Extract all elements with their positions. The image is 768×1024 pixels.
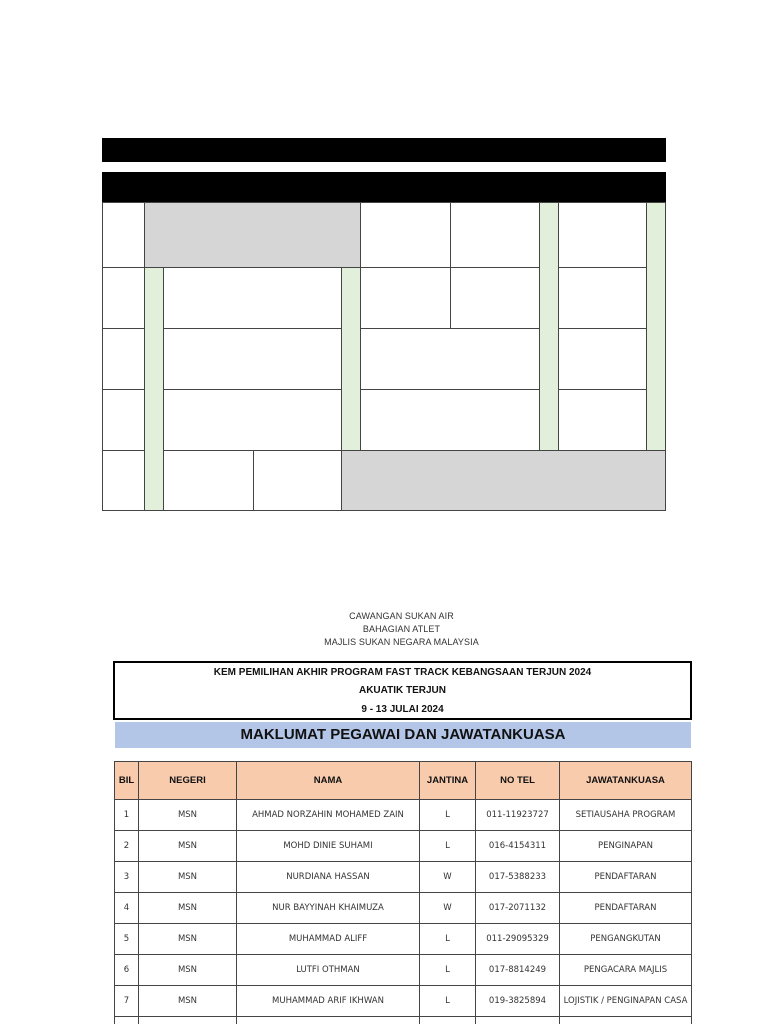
- grid-cell: [163, 450, 254, 511]
- grid-cell: [558, 202, 647, 268]
- cell-nama: MOHD DINIE SUHAMI: [237, 831, 420, 862]
- cell-jantina: L: [420, 986, 476, 1017]
- cell-negeri: MSN: [139, 893, 237, 924]
- cell-negeri: MSN: [139, 831, 237, 862]
- grid-cell-highlight: [144, 267, 164, 511]
- cell-nama: [237, 1017, 420, 1024]
- cell-jawatankuasa: PENGANGKUTAN: [560, 924, 692, 955]
- cell-no-tel: 019-3825894: [476, 986, 560, 1017]
- cell-bil: 1: [115, 800, 139, 831]
- section-title: MAKLUMAT PEGAWAI DAN JAWATANKUASA: [115, 722, 691, 748]
- column-header-jawatankuasa: JAWATANKUASA: [560, 762, 692, 800]
- cell-no-tel: 017-8814249: [476, 955, 560, 986]
- cell-jantina: L: [420, 955, 476, 986]
- cell-no-tel: 017-2071132: [476, 893, 560, 924]
- event-title-box: [113, 661, 692, 720]
- cell-jawatankuasa: PENDAFTARAN: [560, 893, 692, 924]
- event-title: KEM PEMILIHAN AKHIR PROGRAM FAST TRACK KEBANGSAAN TERJUN 2024: [213, 667, 592, 678]
- org-name-line3: MAJLIS SUKAN NEGARA MALAYSIA: [324, 637, 479, 647]
- table-row: [115, 862, 692, 893]
- grid-cell-highlight: [539, 202, 559, 451]
- table-row: [115, 1017, 692, 1024]
- cell-bil: 5: [115, 924, 139, 955]
- cell-jantina: W: [420, 862, 476, 893]
- cell-negeri: MSN: [139, 924, 237, 955]
- grid-cell: [360, 267, 451, 329]
- cell-negeri: MSN: [139, 800, 237, 831]
- column-header-negeri: NEGERI: [139, 762, 237, 800]
- cell-nama: LUTFI OTHMAN: [237, 955, 420, 986]
- table-row: [115, 986, 692, 1017]
- table-header-row: [115, 762, 692, 800]
- cell-no-tel: 011-11923727: [476, 800, 560, 831]
- cell-jawatankuasa: SETIAUSAHA PROGRAM: [560, 800, 692, 831]
- grid-cell: [102, 202, 145, 268]
- cell-bil: [115, 1017, 139, 1024]
- cell-bil: 6: [115, 955, 139, 986]
- grid-cell-shaded: [341, 450, 666, 511]
- grid-cell: [450, 202, 540, 268]
- cell-negeri: MSN: [139, 955, 237, 986]
- grid-cell: [558, 328, 647, 390]
- grid-cell: [253, 450, 342, 511]
- table-row: [115, 893, 692, 924]
- cell-jantina: [420, 1017, 476, 1024]
- grid-cell: [163, 328, 342, 390]
- grid-cell: [360, 202, 451, 268]
- cell-no-tel: 016-4154311: [476, 831, 560, 862]
- cell-bil: 4: [115, 893, 139, 924]
- cell-bil: 7: [115, 986, 139, 1017]
- cell-bil: 3: [115, 862, 139, 893]
- cell-no-tel: [476, 1017, 560, 1024]
- grid-cell: [163, 389, 342, 451]
- event-discipline: AKUATIK TERJUN: [358, 685, 447, 696]
- subheader-bar: [102, 172, 666, 202]
- cell-nama: NUR BAYYINAH KHAIMUZA: [237, 893, 420, 924]
- cell-jawatankuasa: [560, 1017, 692, 1024]
- cell-nama: NURDIANA HASSAN: [237, 862, 420, 893]
- grid-cell: [558, 389, 647, 451]
- grid-cell-highlight: [646, 202, 666, 451]
- cell-bil: 2: [115, 831, 139, 862]
- grid-cell: [102, 450, 145, 511]
- org-name-line1: CAWANGAN SUKAN AIR: [349, 611, 454, 621]
- grid-cell: [102, 328, 145, 390]
- column-header-bil: BIL: [115, 762, 139, 800]
- grid-cell: [102, 389, 145, 451]
- grid-cell: [558, 267, 647, 329]
- grid-cell: [163, 267, 342, 329]
- cell-jantina: W: [420, 893, 476, 924]
- event-dates: 9 - 13 JULAI 2024: [361, 704, 444, 715]
- cell-jawatankuasa: PENGINAPAN: [560, 831, 692, 862]
- cell-jawatankuasa: LOJISTIK / PENGINAPAN CASA: [560, 986, 692, 1017]
- table-row: [115, 800, 692, 831]
- cell-nama: AHMAD NORZAHIN MOHAMED ZAIN: [237, 800, 420, 831]
- grid-cell: [360, 389, 540, 451]
- table-row: [115, 831, 692, 862]
- cell-no-tel: 011-29095329: [476, 924, 560, 955]
- staff-table: [114, 761, 692, 1024]
- grid-cell: [102, 267, 145, 329]
- cell-jantina: L: [420, 831, 476, 862]
- cell-nama: MUHAMMAD ALIFF: [237, 924, 420, 955]
- grid-cell-highlight: [341, 267, 361, 451]
- header-bar: [102, 138, 666, 162]
- grid-cell: [360, 328, 540, 390]
- table-row: [115, 924, 692, 955]
- grid-cell-shaded: [144, 202, 361, 268]
- column-header-jantina: JANTINA: [420, 762, 476, 800]
- cell-negeri: MSN: [139, 862, 237, 893]
- cell-jawatankuasa: PENDAFTARAN: [560, 862, 692, 893]
- cell-negeri: MSN: [139, 986, 237, 1017]
- cell-no-tel: 017-5388233: [476, 862, 560, 893]
- table-row: [115, 955, 692, 986]
- org-name-line2: BAHAGIAN ATLET: [362, 624, 441, 634]
- cell-jawatankuasa: PENGACARA MAJLIS: [560, 955, 692, 986]
- column-header-nama: NAMA: [237, 762, 420, 800]
- cell-negeri: [139, 1017, 237, 1024]
- cell-jantina: L: [420, 924, 476, 955]
- cell-jantina: L: [420, 800, 476, 831]
- cell-nama: MUHAMMAD ARIF IKHWAN: [237, 986, 420, 1017]
- grid-cell: [450, 267, 540, 329]
- column-header-no-tel: NO TEL: [476, 762, 560, 800]
